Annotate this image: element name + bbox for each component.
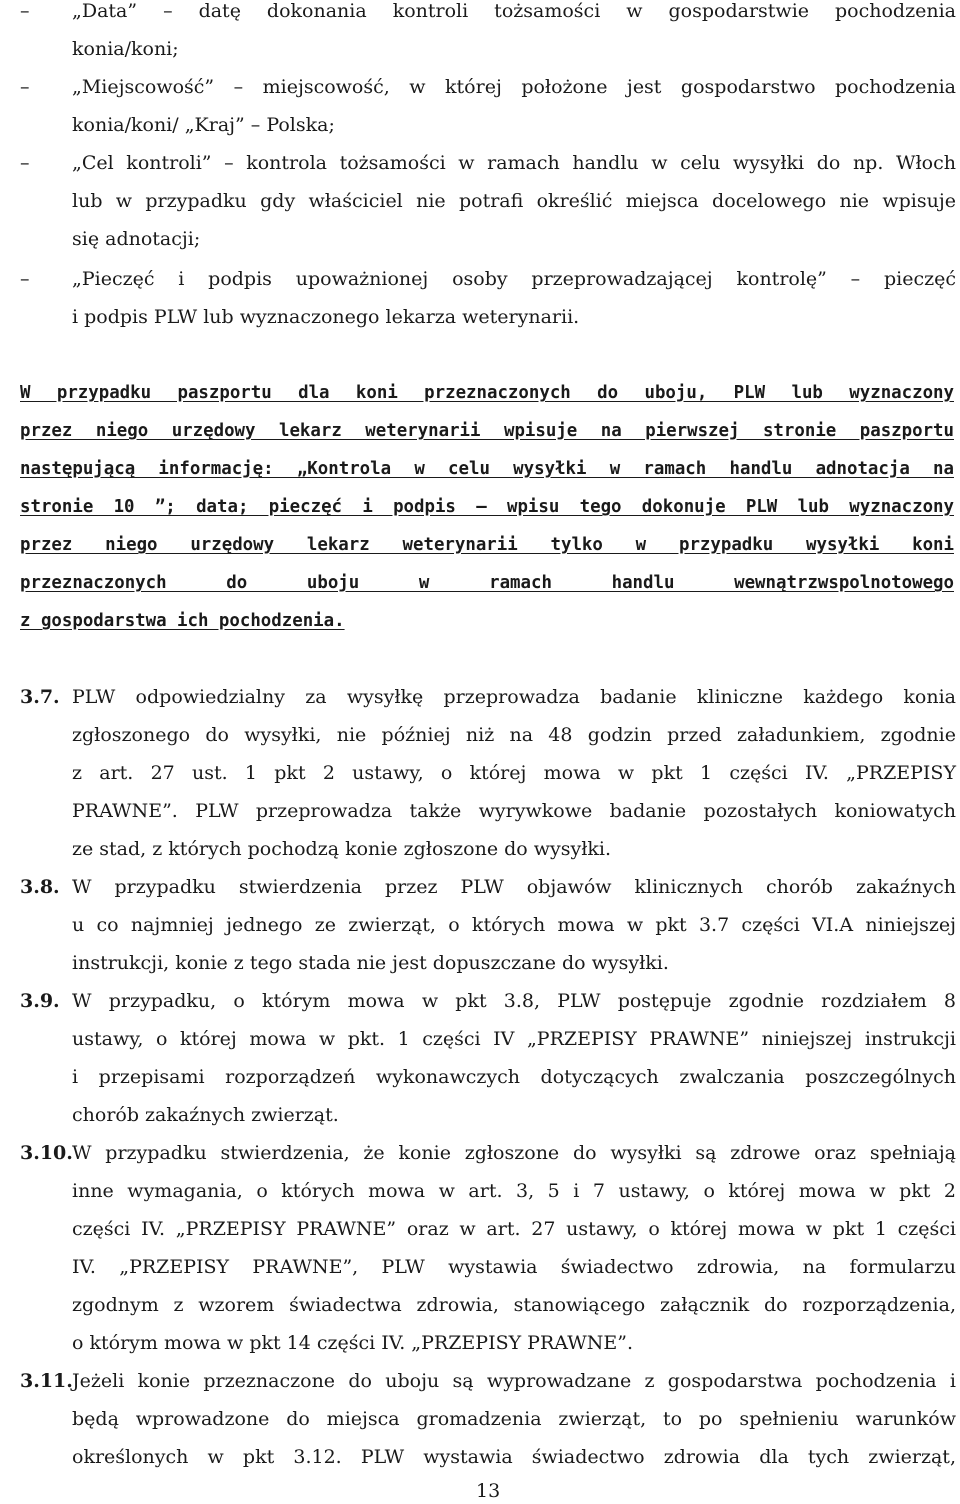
section-line: PRAWNE”. PLW przeprowadza także wyrywkowe badanie pozostałych koniowatych <box>72 800 956 822</box>
section-number: 3.8. <box>20 876 60 898</box>
bullet-1-line-2: konia/koni; <box>72 38 179 60</box>
section-line: inne wymagania, o których mowa w art. 3, 5 i 7 ustawy, o której mowa w pkt 2 <box>72 1180 956 1202</box>
note-line-7: z gospodarstwa ich pochodzenia. <box>20 611 345 631</box>
section-line: PLW odpowiedzialny za wysyłkę przeprowadza badanie kliniczne każdego konia <box>72 686 956 708</box>
section-line: i przepisami rozporządzeń wykonawczych dotyczących zwalczania poszczególnych <box>72 1066 956 1088</box>
section-line: W przypadku stwierdzenia przez PLW objawów klinicznych chorób zakaźnych <box>72 876 956 898</box>
bullet-3-line-1: „Cel kontroli” – kontrola tożsamości w ramach handlu w celu wysyłki do np. Włoch <box>72 152 956 174</box>
bullet-4-line-1: „Pieczęć i podpis upoważnionej osoby przeprowadzającej kontrolę” – pieczęć <box>72 268 956 290</box>
page-number: 13 <box>476 1480 501 1502</box>
note-line-1: W przypadku paszportu dla koni przeznaczonych do uboju, PLW lub wyznaczony <box>20 383 954 403</box>
section-number: 3.11. <box>20 1370 73 1392</box>
section-number: 3.10. <box>20 1142 73 1164</box>
note-line-4: stronie 10 ”; data; pieczęć i podpis – wpisu tego dokonuje PLW lub wyznaczony <box>20 497 954 517</box>
section-line: u co najmniej jednego ze zwierząt, o których mowa w pkt 3.7 części VI.A niniejszej <box>72 914 956 936</box>
bullet-dash: – <box>20 76 30 98</box>
section-line: instrukcji, konie z tego stada nie jest dopuszczane do wysyłki. <box>72 952 669 974</box>
note-line-5: przez niego urzędowy lekarz weterynarii tylko w przypadku wysyłki koni <box>20 535 954 555</box>
section-line: będą wprowadzone do miejsca gromadzenia zwierząt, to po spełnieniu warunków <box>72 1408 956 1430</box>
section-line: chorób zakaźnych zwierząt. <box>72 1104 339 1126</box>
bullet-dash: – <box>20 0 30 22</box>
bullet-2-line-2: konia/koni/ „Kraj” – Polska; <box>72 114 335 136</box>
section-line: IV. „PRZEPISY PRAWNE”, PLW wystawia świadectwo zdrowia, na formularzu <box>72 1256 956 1278</box>
bullet-dash: – <box>20 268 30 290</box>
bullet-4-line-2: i podpis PLW lub wyznaczonego lekarza weterynarii. <box>72 306 580 328</box>
section-number: 3.7. <box>20 686 60 708</box>
note-line-6: przeznaczonych do uboju w ramach handlu wewnątrzwspolnotowego <box>20 573 954 593</box>
section-line: części IV. „PRZEPISY PRAWNE” oraz w art. 27 ustawy, o której mowa w pkt 1 części <box>72 1218 956 1240</box>
bullet-3-line-2: lub w przypadku gdy właściciel nie potrafi określić miejsca docelowego nie wpisuje <box>72 190 956 212</box>
section-line: z art. 27 ust. 1 pkt 2 ustawy, o której mowa w pkt 1 części IV. „PRZEPISY <box>72 762 956 784</box>
section-line: ustawy, o której mowa w pkt. 1 części IV „PRZEPISY PRAWNE” niniejszej instrukcji <box>72 1028 956 1050</box>
bullet-2-line-1: „Miejscowość” – miejscowość, w której położone jest gospodarstwo pochodzenia <box>72 76 956 98</box>
section-number: 3.9. <box>20 990 60 1012</box>
section-line: zgodnym z wzorem świadectwa zdrowia, stanowiącego załącznik do rozporządzenia, <box>72 1294 956 1316</box>
bullet-dash: – <box>20 152 30 174</box>
section-line: Jeżeli konie przeznaczone do uboju są wyprowadzane z gospodarstwa pochodzenia i <box>72 1370 956 1392</box>
section-line: W przypadku, o którym mowa w pkt 3.8, PLW postępuje zgodnie rozdziałem 8 <box>72 990 956 1012</box>
section-line: zgłoszonego do wysyłki, nie później niż na 48 godzin przed załadunkiem, zgodnie <box>72 724 956 746</box>
section-line: W przypadku stwierdzenia, że konie zgłoszone do wysyłki są zdrowe oraz spełniają <box>72 1142 956 1164</box>
section-line: określonych w pkt 3.12. PLW wystawia świadectwo zdrowia dla tych zwierząt, <box>72 1446 956 1468</box>
section-line: ze stad, z których pochodzą konie zgłoszone do wysyłki. <box>72 838 612 860</box>
bullet-3-line-3: się adnotacji; <box>72 228 201 250</box>
note-line-3: następującą informację: „Kontrola w celu wysyłki w ramach handlu adnotacja na <box>20 459 954 479</box>
bullet-1-line-1: „Data” – datę dokonania kontroli tożsamości w gospodarstwie pochodzenia <box>72 0 956 22</box>
section-line: o którym mowa w pkt 14 części IV. „PRZEPISY PRAWNE”. <box>72 1332 633 1354</box>
note-line-2: przez niego urzędowy lekarz weterynarii wpisuje na pierwszej stronie paszportu <box>20 421 954 441</box>
